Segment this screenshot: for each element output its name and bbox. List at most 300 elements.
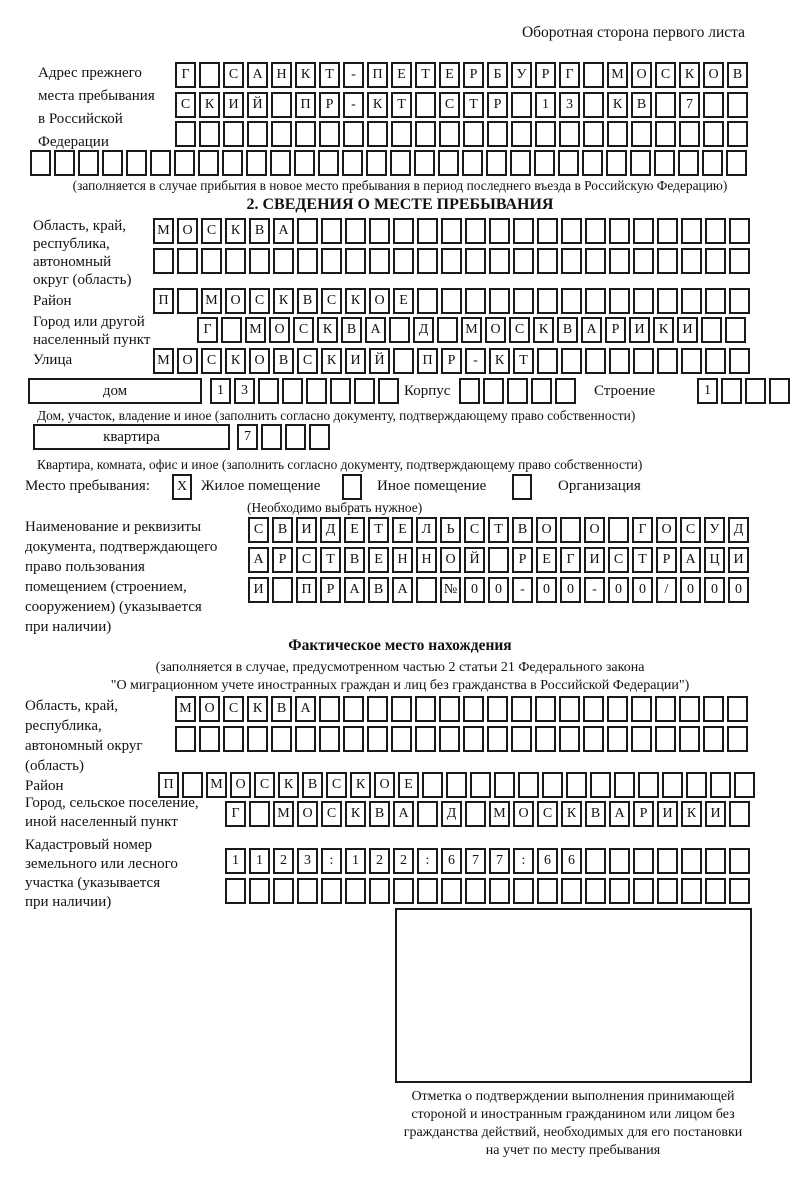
char-cell[interactable] xyxy=(391,696,412,722)
char-cell[interactable] xyxy=(221,317,242,343)
char-cell[interactable] xyxy=(681,878,702,904)
char-cell[interactable] xyxy=(633,288,654,314)
char-cell[interactable] xyxy=(369,218,390,244)
char-cell[interactable] xyxy=(415,726,436,752)
char-cell[interactable] xyxy=(417,801,438,827)
char-cell[interactable] xyxy=(223,726,244,752)
char-cell[interactable] xyxy=(271,726,292,752)
char-cell[interactable]: М xyxy=(245,317,266,343)
char-cell[interactable] xyxy=(321,878,342,904)
char-cell[interactable]: 0 xyxy=(632,577,653,603)
char-cell[interactable] xyxy=(583,62,604,88)
char-cell[interactable]: О xyxy=(225,288,246,314)
char-cell[interactable]: Т xyxy=(320,547,341,573)
char-cell[interactable] xyxy=(727,696,748,722)
char-cell[interactable] xyxy=(261,424,282,450)
char-cell[interactable]: И xyxy=(728,547,749,573)
char-cell[interactable]: К xyxy=(350,772,371,798)
char-cell[interactable] xyxy=(679,726,700,752)
char-cell[interactable]: 1 xyxy=(249,848,270,874)
char-cell[interactable]: Т xyxy=(488,517,509,543)
char-cell[interactable]: И xyxy=(345,348,366,374)
char-cell[interactable] xyxy=(609,878,630,904)
char-cell[interactable] xyxy=(537,878,558,904)
char-cell[interactable]: К xyxy=(295,62,316,88)
char-cell[interactable] xyxy=(318,150,339,176)
char-cell[interactable]: В xyxy=(727,62,748,88)
char-cell[interactable]: Р xyxy=(441,348,462,374)
char-cell[interactable] xyxy=(535,696,556,722)
char-cell[interactable] xyxy=(271,121,292,147)
char-cell[interactable] xyxy=(378,378,399,404)
char-cell[interactable] xyxy=(390,150,411,176)
char-cell[interactable] xyxy=(249,801,270,827)
char-cell[interactable] xyxy=(345,218,366,244)
char-cell[interactable] xyxy=(535,121,556,147)
char-cell[interactable]: Н xyxy=(271,62,292,88)
char-cell[interactable] xyxy=(655,92,676,118)
char-cell[interactable]: - xyxy=(512,577,533,603)
char-cell[interactable] xyxy=(367,696,388,722)
char-cell[interactable] xyxy=(633,218,654,244)
char-cell[interactable]: Т xyxy=(368,517,389,543)
char-cell[interactable] xyxy=(462,150,483,176)
char-cell[interactable]: Е xyxy=(392,517,413,543)
char-cell[interactable] xyxy=(561,348,582,374)
char-cell[interactable] xyxy=(729,288,750,314)
char-cell[interactable]: С xyxy=(608,547,629,573)
char-cell[interactable]: В xyxy=(369,801,390,827)
char-cell[interactable]: К xyxy=(345,288,366,314)
char-cell[interactable]: В xyxy=(302,772,323,798)
char-cell[interactable] xyxy=(294,150,315,176)
char-cell[interactable]: 3 xyxy=(234,378,255,404)
char-cell[interactable] xyxy=(705,348,726,374)
char-cell[interactable] xyxy=(297,218,318,244)
char-cell[interactable] xyxy=(494,772,515,798)
char-cell[interactable]: В xyxy=(271,696,292,722)
char-cell[interactable] xyxy=(686,772,707,798)
char-cell[interactable] xyxy=(655,121,676,147)
char-cell[interactable] xyxy=(249,248,270,274)
char-cell[interactable] xyxy=(345,878,366,904)
char-cell[interactable]: С xyxy=(509,317,530,343)
char-cell[interactable] xyxy=(657,878,678,904)
char-cell[interactable] xyxy=(441,288,462,314)
char-cell[interactable]: К xyxy=(679,62,700,88)
char-cell[interactable] xyxy=(585,218,606,244)
checkbox-residential[interactable]: X xyxy=(172,474,192,500)
char-cell[interactable] xyxy=(638,772,659,798)
char-cell[interactable]: Д xyxy=(413,317,434,343)
char-cell[interactable]: 1 xyxy=(535,92,556,118)
char-cell[interactable]: Б xyxy=(487,62,508,88)
char-cell[interactable] xyxy=(273,878,294,904)
char-cell[interactable] xyxy=(463,121,484,147)
char-cell[interactable] xyxy=(297,248,318,274)
char-cell[interactable]: К xyxy=(533,317,554,343)
char-cell[interactable] xyxy=(518,772,539,798)
char-cell[interactable] xyxy=(531,378,552,404)
char-cell[interactable]: Е xyxy=(439,62,460,88)
char-cell[interactable]: : xyxy=(513,848,534,874)
char-cell[interactable]: В xyxy=(557,317,578,343)
char-cell[interactable] xyxy=(486,150,507,176)
char-cell[interactable] xyxy=(201,248,222,274)
char-cell[interactable]: 3 xyxy=(559,92,580,118)
char-cell[interactable]: О xyxy=(199,696,220,722)
char-cell[interactable] xyxy=(415,121,436,147)
char-cell[interactable]: П xyxy=(158,772,179,798)
char-cell[interactable]: М xyxy=(153,218,174,244)
char-cell[interactable] xyxy=(583,696,604,722)
char-cell[interactable] xyxy=(393,878,414,904)
char-cell[interactable] xyxy=(513,248,534,274)
char-cell[interactable] xyxy=(679,121,700,147)
char-cell[interactable]: М xyxy=(607,62,628,88)
char-cell[interactable] xyxy=(657,288,678,314)
char-cell[interactable] xyxy=(465,218,486,244)
char-cell[interactable] xyxy=(511,696,532,722)
char-cell[interactable]: А xyxy=(392,577,413,603)
char-cell[interactable]: П xyxy=(367,62,388,88)
char-cell[interactable] xyxy=(681,248,702,274)
char-cell[interactable] xyxy=(681,848,702,874)
char-cell[interactable]: Г xyxy=(175,62,196,88)
char-cell[interactable]: В xyxy=(585,801,606,827)
char-cell[interactable] xyxy=(330,378,351,404)
char-cell[interactable]: О xyxy=(369,288,390,314)
char-cell[interactable] xyxy=(654,150,675,176)
char-cell[interactable] xyxy=(655,696,676,722)
char-cell[interactable] xyxy=(607,696,628,722)
char-cell[interactable]: 1 xyxy=(210,378,231,404)
char-cell[interactable] xyxy=(734,772,755,798)
char-cell[interactable] xyxy=(681,288,702,314)
char-cell[interactable] xyxy=(657,848,678,874)
char-cell[interactable] xyxy=(225,248,246,274)
char-cell[interactable] xyxy=(489,248,510,274)
char-cell[interactable]: 7 xyxy=(489,848,510,874)
char-cell[interactable]: Р xyxy=(512,547,533,573)
char-cell[interactable]: К xyxy=(681,801,702,827)
char-cell[interactable] xyxy=(561,248,582,274)
char-cell[interactable] xyxy=(705,878,726,904)
char-cell[interactable] xyxy=(657,248,678,274)
char-cell[interactable] xyxy=(393,348,414,374)
char-cell[interactable] xyxy=(439,696,460,722)
char-cell[interactable] xyxy=(489,218,510,244)
char-cell[interactable]: О xyxy=(374,772,395,798)
char-cell[interactable] xyxy=(537,288,558,314)
char-cell[interactable]: / xyxy=(656,577,677,603)
char-cell[interactable]: В xyxy=(297,288,318,314)
char-cell[interactable] xyxy=(463,696,484,722)
char-cell[interactable] xyxy=(657,348,678,374)
char-cell[interactable]: И xyxy=(629,317,650,343)
char-cell[interactable] xyxy=(560,517,581,543)
char-cell[interactable] xyxy=(633,878,654,904)
char-cell[interactable] xyxy=(609,288,630,314)
char-cell[interactable]: Ц xyxy=(704,547,725,573)
char-cell[interactable]: О xyxy=(269,317,290,343)
char-cell[interactable] xyxy=(607,726,628,752)
char-cell[interactable]: Р xyxy=(463,62,484,88)
char-cell[interactable] xyxy=(321,218,342,244)
char-cell[interactable] xyxy=(679,696,700,722)
char-cell[interactable]: А xyxy=(581,317,602,343)
char-cell[interactable] xyxy=(297,878,318,904)
char-cell[interactable]: А xyxy=(609,801,630,827)
char-cell[interactable] xyxy=(729,248,750,274)
char-cell[interactable]: С xyxy=(326,772,347,798)
char-cell[interactable]: Р xyxy=(605,317,626,343)
char-cell[interactable]: 2 xyxy=(369,848,390,874)
char-cell[interactable]: Е xyxy=(393,288,414,314)
char-cell[interactable] xyxy=(513,288,534,314)
char-cell[interactable]: И xyxy=(296,517,317,543)
char-cell[interactable] xyxy=(631,121,652,147)
char-cell[interactable]: Е xyxy=(536,547,557,573)
char-cell[interactable] xyxy=(319,121,340,147)
char-cell[interactable]: С xyxy=(201,218,222,244)
char-cell[interactable] xyxy=(585,288,606,314)
char-cell[interactable]: О xyxy=(249,348,270,374)
char-cell[interactable] xyxy=(537,348,558,374)
char-cell[interactable]: Ь xyxy=(440,517,461,543)
char-cell[interactable]: К xyxy=(561,801,582,827)
char-cell[interactable]: И xyxy=(677,317,698,343)
char-cell[interactable]: А xyxy=(393,801,414,827)
char-cell[interactable]: С xyxy=(321,801,342,827)
char-cell[interactable] xyxy=(446,772,467,798)
char-cell[interactable] xyxy=(585,848,606,874)
char-cell[interactable] xyxy=(354,378,375,404)
char-cell[interactable] xyxy=(585,348,606,374)
char-cell[interactable] xyxy=(703,92,724,118)
char-cell[interactable] xyxy=(489,288,510,314)
char-cell[interactable] xyxy=(366,150,387,176)
char-cell[interactable]: О xyxy=(177,218,198,244)
char-cell[interactable] xyxy=(561,878,582,904)
char-cell[interactable] xyxy=(583,726,604,752)
char-cell[interactable] xyxy=(511,121,532,147)
char-cell[interactable] xyxy=(414,150,435,176)
char-cell[interactable] xyxy=(198,150,219,176)
char-cell[interactable] xyxy=(439,726,460,752)
char-cell[interactable] xyxy=(703,121,724,147)
char-cell[interactable] xyxy=(487,121,508,147)
char-cell[interactable] xyxy=(389,317,410,343)
char-cell[interactable] xyxy=(306,378,327,404)
char-cell[interactable] xyxy=(729,348,750,374)
char-cell[interactable] xyxy=(609,348,630,374)
char-cell[interactable] xyxy=(319,696,340,722)
char-cell[interactable]: Е xyxy=(368,547,389,573)
char-cell[interactable]: П xyxy=(296,577,317,603)
char-cell[interactable] xyxy=(295,121,316,147)
char-cell[interactable] xyxy=(309,424,330,450)
char-cell[interactable]: К xyxy=(273,288,294,314)
char-cell[interactable]: 6 xyxy=(441,848,462,874)
char-cell[interactable]: К xyxy=(321,348,342,374)
char-cell[interactable] xyxy=(489,878,510,904)
char-cell[interactable] xyxy=(247,121,268,147)
char-cell[interactable] xyxy=(285,424,306,450)
char-cell[interactable] xyxy=(367,726,388,752)
char-cell[interactable] xyxy=(769,378,790,404)
char-cell[interactable]: Г xyxy=(560,547,581,573)
char-cell[interactable]: О xyxy=(177,348,198,374)
char-cell[interactable]: 3 xyxy=(297,848,318,874)
char-cell[interactable] xyxy=(175,726,196,752)
char-cell[interactable] xyxy=(199,62,220,88)
char-cell[interactable] xyxy=(295,726,316,752)
char-cell[interactable]: К xyxy=(653,317,674,343)
char-cell[interactable] xyxy=(633,848,654,874)
char-cell[interactable]: В xyxy=(512,517,533,543)
char-cell[interactable]: Е xyxy=(344,517,365,543)
char-cell[interactable] xyxy=(705,248,726,274)
char-cell[interactable]: А xyxy=(365,317,386,343)
char-cell[interactable] xyxy=(561,218,582,244)
char-cell[interactable] xyxy=(559,696,580,722)
char-cell[interactable]: С xyxy=(321,288,342,314)
char-cell[interactable]: К xyxy=(225,218,246,244)
char-cell[interactable] xyxy=(631,696,652,722)
char-cell[interactable]: 0 xyxy=(704,577,725,603)
char-cell[interactable] xyxy=(415,92,436,118)
char-cell[interactable]: Д xyxy=(320,517,341,543)
char-cell[interactable]: 7 xyxy=(679,92,700,118)
char-cell[interactable] xyxy=(174,150,195,176)
char-cell[interactable] xyxy=(102,150,123,176)
char-cell[interactable]: М xyxy=(461,317,482,343)
char-cell[interactable]: Г xyxy=(559,62,580,88)
char-cell[interactable]: Г xyxy=(225,801,246,827)
char-cell[interactable]: М xyxy=(489,801,510,827)
char-cell[interactable]: П xyxy=(153,288,174,314)
char-cell[interactable] xyxy=(633,248,654,274)
char-cell[interactable] xyxy=(729,801,750,827)
char-cell[interactable] xyxy=(561,288,582,314)
char-cell[interactable] xyxy=(282,378,303,404)
char-cell[interactable]: Л xyxy=(416,517,437,543)
char-cell[interactable] xyxy=(662,772,683,798)
char-cell[interactable]: С xyxy=(248,517,269,543)
char-cell[interactable]: К xyxy=(345,801,366,827)
char-cell[interactable] xyxy=(703,696,724,722)
char-cell[interactable]: И xyxy=(705,801,726,827)
char-cell[interactable] xyxy=(555,378,576,404)
char-cell[interactable]: П xyxy=(295,92,316,118)
char-cell[interactable] xyxy=(465,878,486,904)
char-cell[interactable]: Т xyxy=(415,62,436,88)
char-cell[interactable] xyxy=(535,726,556,752)
char-cell[interactable] xyxy=(223,121,244,147)
char-cell[interactable] xyxy=(583,121,604,147)
char-cell[interactable]: Р xyxy=(656,547,677,573)
char-cell[interactable] xyxy=(126,150,147,176)
char-cell[interactable] xyxy=(199,726,220,752)
char-cell[interactable] xyxy=(608,517,629,543)
char-cell[interactable] xyxy=(582,150,603,176)
char-cell[interactable]: К xyxy=(367,92,388,118)
char-cell[interactable] xyxy=(463,726,484,752)
char-cell[interactable]: О xyxy=(584,517,605,543)
char-cell[interactable]: В xyxy=(273,348,294,374)
char-cell[interactable]: Р xyxy=(319,92,340,118)
char-cell[interactable]: 0 xyxy=(464,577,485,603)
char-cell[interactable]: С xyxy=(655,62,676,88)
char-cell[interactable]: О xyxy=(297,801,318,827)
char-cell[interactable] xyxy=(417,878,438,904)
char-cell[interactable] xyxy=(655,726,676,752)
char-cell[interactable] xyxy=(583,92,604,118)
char-cell[interactable] xyxy=(441,878,462,904)
char-cell[interactable] xyxy=(721,378,742,404)
char-cell[interactable]: С xyxy=(223,62,244,88)
char-cell[interactable] xyxy=(225,878,246,904)
char-cell[interactable]: 1 xyxy=(225,848,246,874)
char-cell[interactable] xyxy=(705,848,726,874)
char-cell[interactable]: О xyxy=(513,801,534,827)
char-cell[interactable] xyxy=(729,878,750,904)
char-cell[interactable] xyxy=(727,726,748,752)
char-cell[interactable] xyxy=(416,577,437,603)
char-cell[interactable] xyxy=(273,248,294,274)
char-cell[interactable]: П xyxy=(417,348,438,374)
char-cell[interactable]: Т xyxy=(632,547,653,573)
char-cell[interactable]: М xyxy=(153,348,174,374)
char-cell[interactable]: М xyxy=(273,801,294,827)
char-cell[interactable]: Г xyxy=(632,517,653,543)
char-cell[interactable]: № xyxy=(440,577,461,603)
char-cell[interactable]: Т xyxy=(463,92,484,118)
char-cell[interactable]: О xyxy=(485,317,506,343)
char-cell[interactable] xyxy=(319,726,340,752)
char-cell[interactable]: Р xyxy=(535,62,556,88)
char-cell[interactable] xyxy=(78,150,99,176)
char-cell[interactable]: Д xyxy=(728,517,749,543)
char-cell[interactable] xyxy=(510,150,531,176)
char-cell[interactable] xyxy=(614,772,635,798)
char-cell[interactable]: И xyxy=(657,801,678,827)
char-cell[interactable]: 0 xyxy=(608,577,629,603)
char-cell[interactable] xyxy=(590,772,611,798)
char-cell[interactable]: 0 xyxy=(680,577,701,603)
char-cell[interactable] xyxy=(272,577,293,603)
char-cell[interactable] xyxy=(54,150,75,176)
char-cell[interactable] xyxy=(727,92,748,118)
char-cell[interactable]: С xyxy=(293,317,314,343)
char-cell[interactable]: Н xyxy=(416,547,437,573)
char-cell[interactable] xyxy=(438,150,459,176)
char-cell[interactable]: В xyxy=(341,317,362,343)
char-cell[interactable] xyxy=(729,848,750,874)
char-cell[interactable]: 0 xyxy=(536,577,557,603)
char-cell[interactable]: К xyxy=(247,696,268,722)
char-cell[interactable] xyxy=(585,878,606,904)
char-cell[interactable] xyxy=(391,121,412,147)
char-cell[interactable]: 0 xyxy=(728,577,749,603)
char-cell[interactable]: 0 xyxy=(488,577,509,603)
char-cell[interactable]: А xyxy=(247,62,268,88)
char-cell[interactable] xyxy=(417,218,438,244)
char-cell[interactable] xyxy=(513,218,534,244)
char-cell[interactable] xyxy=(441,248,462,274)
char-cell[interactable]: Г xyxy=(197,317,218,343)
